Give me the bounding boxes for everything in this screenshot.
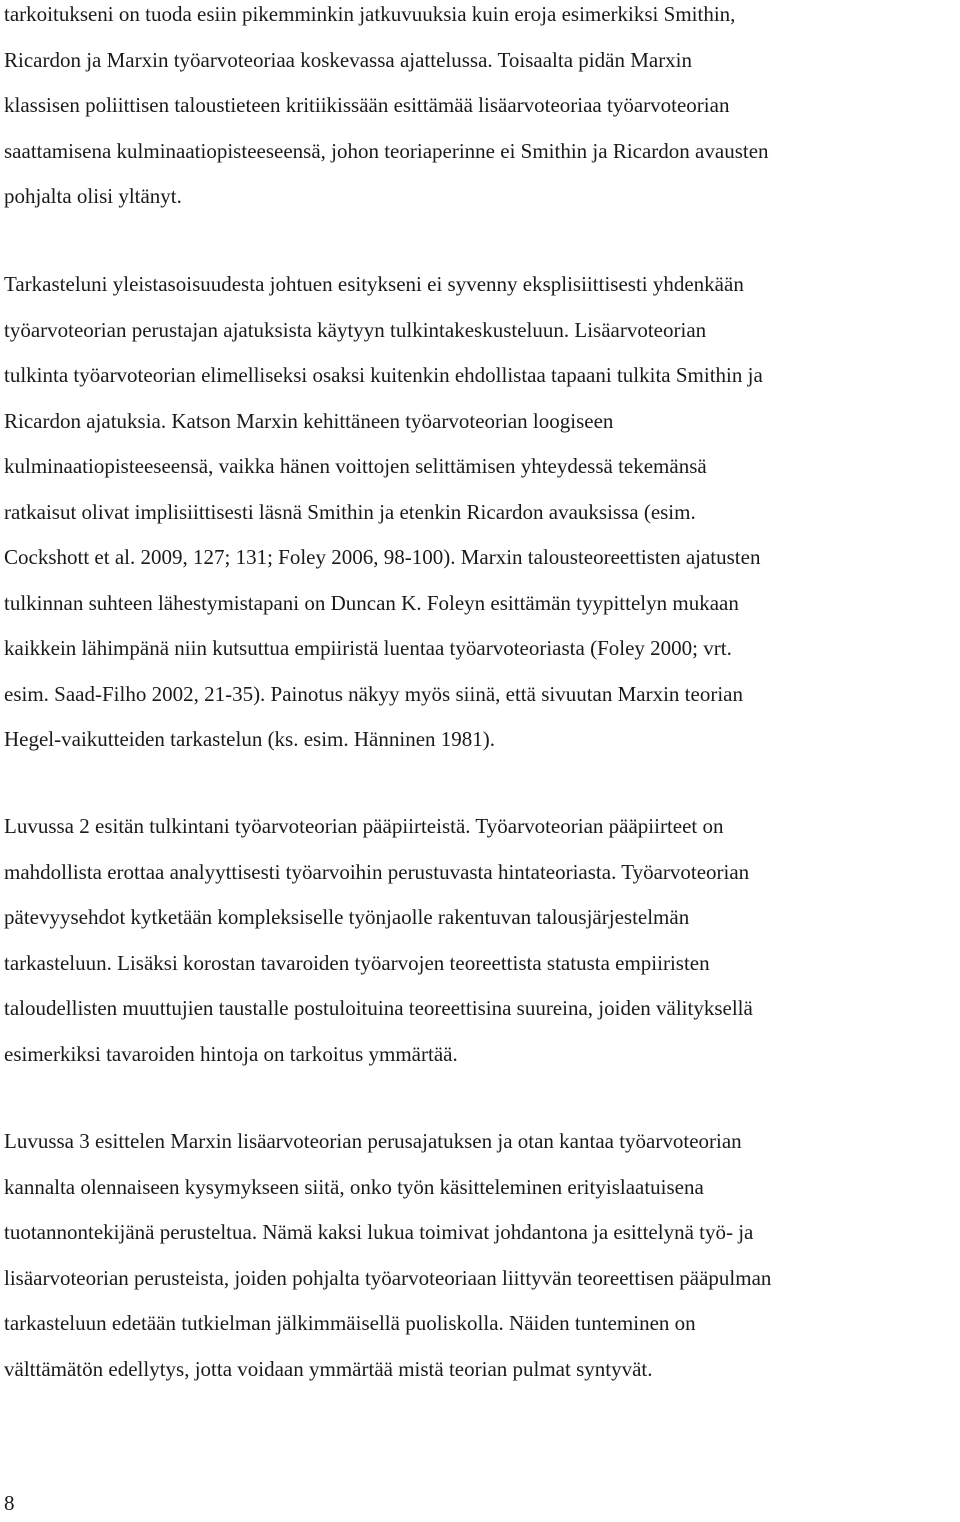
paragraph-2 (4, 262, 960, 763)
paragraph-1 (4, 0, 960, 220)
text-line: esim. Saad-Filho 2002, 21-35). Painotus näkyy myös siinä, että sivuutan Marxin teorian (4, 681, 743, 706)
text-line: tulkinta työarvoteorian elimelliseksi osaksi kuitenkin ehdollistaa tapaani tulkita Smithin ja (4, 363, 763, 387)
text-line: Tarkasteluni yleistasoisuudesta johtuen esitykseni ei syvenny eksplisiittisesti yhdenkään (4, 272, 744, 296)
text-line: kulminaatiopisteeseensä, vaikka hänen voittojen selittämisen yhteydessä tekemänsä (4, 454, 707, 478)
text-line: tulkinnan suhteen lähestymistapani on Duncan K. Foleyn esittämän tyypittelyn mukaan (4, 590, 739, 615)
text-line: Cockshott et al. 2009, 127; 131; Foley 2006, 98-100). Marxin talousteoreettisten ajatusten (4, 545, 761, 569)
text-line: taloudellisten muuttujien taustalle postuloituina teoreettisina suureina, joiden välityksellä (4, 996, 753, 1020)
text-line: pohjalta olisi yltänyt. (4, 184, 182, 208)
paragraph-3 (4, 804, 960, 1077)
text-line: klassisen poliittisen taloustieteen kritiikissään esittämää lisäarvoteoriaa työarvoteorian (4, 93, 730, 117)
text-line: Hegel-vaikutteiden tarkastelun (ks. esim. Hänninen 1981). (4, 727, 496, 751)
text-line: välttämätön edellytys, jotta voidaan ymmärtää mistä teorian pulmat syntyvät. (4, 1356, 653, 1381)
text-line: kaikkein lähimpänä niin kutsuttua empiiristä luentaa työarvoteoriasta (Foley 2000; vrt. (4, 636, 732, 660)
text-line: ratkaisut olivat implisiittisesti läsnä Smithin ja etenkin Ricardon avauksissa (esim. (4, 499, 696, 524)
text-line: mahdollista erottaa analyyttisesti työarvoihin perustuvasta hintateoriasta. Työarvoteorian (4, 859, 750, 884)
text-line: Luvussa 3 esittelen Marxin lisäarvoteorian perusajatuksen ja otan kantaa työarvoteorian (4, 1129, 742, 1153)
text-line: Ricardon ajatuksia. Katson Marxin kehittäneen työarvoteorian loogiseen (4, 408, 614, 433)
text-line: tarkasteluun. Lisäksi korostan tavaroiden työarvojen teoreettista statusta empiiristen (4, 950, 710, 975)
text-line: tuotannontekijänä perusteltua. Nämä kaksi lukua toimivat johdantona ja esittelynä työ- ja (4, 1220, 754, 1244)
text-line: kannalta olennaiseen kysymykseen siitä, onko työn käsitteleminen erityislaatuisena (4, 1174, 704, 1199)
text-line: Ricardon ja Marxin työarvoteoriaa koskevassa ajattelussa. Toisaalta pidän Marxin (4, 47, 693, 72)
text-line: saattamisena kulminaatiopisteeseensä, johon teoriaperinne ei Smithin ja Ricardon avausten (4, 138, 769, 163)
text-line: tarkoitukseni on tuoda esiin pikemminkin jatkuvuuksia kuin eroja esimerkiksi Smithin, (4, 2, 736, 26)
text-line: esimerkiksi tavaroiden hintoja on tarkoitus ymmärtää. (4, 1041, 458, 1066)
text-line: lisäarvoteorian perusteista, joiden pohjalta työarvoteoriaan liittyvän teoreettisen pääpulman (4, 1265, 772, 1290)
text-line: työarvoteorian perustajan ajatuksista käytyyn tulkintakeskusteluun. Lisäarvoteorian (4, 317, 707, 342)
paragraph-4 (4, 1119, 960, 1392)
text-line: Luvussa 2 esitän tulkintani työarvoteorian pääpiirteistä. Työarvoteorian pääpiirteet on (4, 814, 724, 838)
page-number: 8 (4, 1491, 15, 1515)
text-line: tarkasteluun edetään tutkielman jälkimmäisellä puoliskolla. Näiden tunteminen on (4, 1311, 696, 1335)
text-line: pätevyysehdot kytketään kompleksiselle työnjaolle rakentuvan talousjärjestelmän (4, 905, 690, 929)
